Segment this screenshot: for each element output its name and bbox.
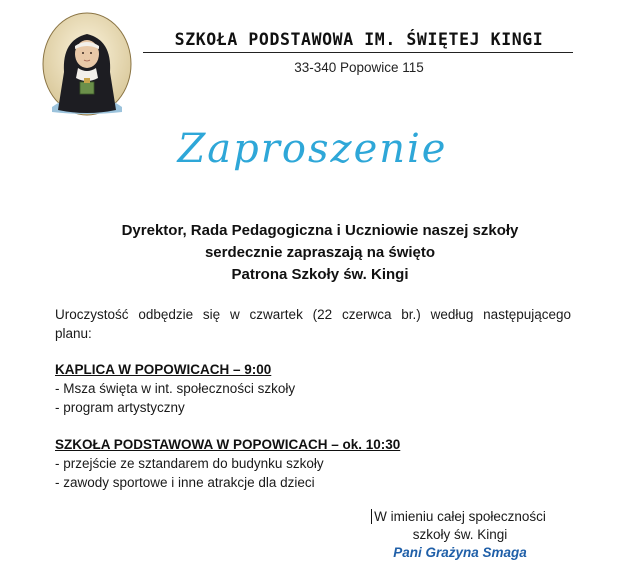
signer-name: Pani Grażyna Smaga (393, 545, 527, 560)
intro-line: Dyrektor, Rada Pedagogiczna i Uczniowie naszej szkoły (121, 222, 519, 239)
intro-line: Patrona Szkoły św. Kingi (231, 266, 409, 283)
list-item: - Msza święta w int. społeczności szkoły (55, 381, 296, 396)
schedule-section-chapel (55, 360, 575, 417)
list-item: - program artystyczny (55, 400, 185, 415)
list-item: - przejście ze sztandarem do budynku szkoły (55, 456, 324, 471)
plan-paragraph: Uroczystość odbędzie się w czwartek (22 czerwca br.) według następującego planu: (55, 307, 571, 341)
section-heading: SZKOŁA PODSTAWOWA W POPOWICACH – ok. 10:30 (55, 437, 401, 452)
schedule-section-school (55, 435, 575, 492)
signature-line: szkoły św. Kingi (412, 527, 508, 542)
signature-line: W imieniu całej społeczności (374, 509, 546, 524)
intro-block (70, 220, 570, 286)
school-address: 33-340 Popowice 115 (294, 60, 424, 75)
intro-line: serdecznie zapraszają na święto (204, 244, 436, 261)
saint-kinga-portrait (42, 12, 132, 116)
invitation-title: Zaproszenie (177, 126, 448, 172)
section-heading: KAPLICA W POPOWICACH – 9:00 (55, 362, 272, 377)
school-name: SZKOŁA PODSTAWOWA IM. ŚWIĘTEJ KINGI (174, 30, 544, 49)
list-item: - zawody sportowe i inne atrakcje dla dzieci (55, 475, 315, 490)
header-divider (143, 52, 573, 53)
signature-block (360, 508, 560, 562)
